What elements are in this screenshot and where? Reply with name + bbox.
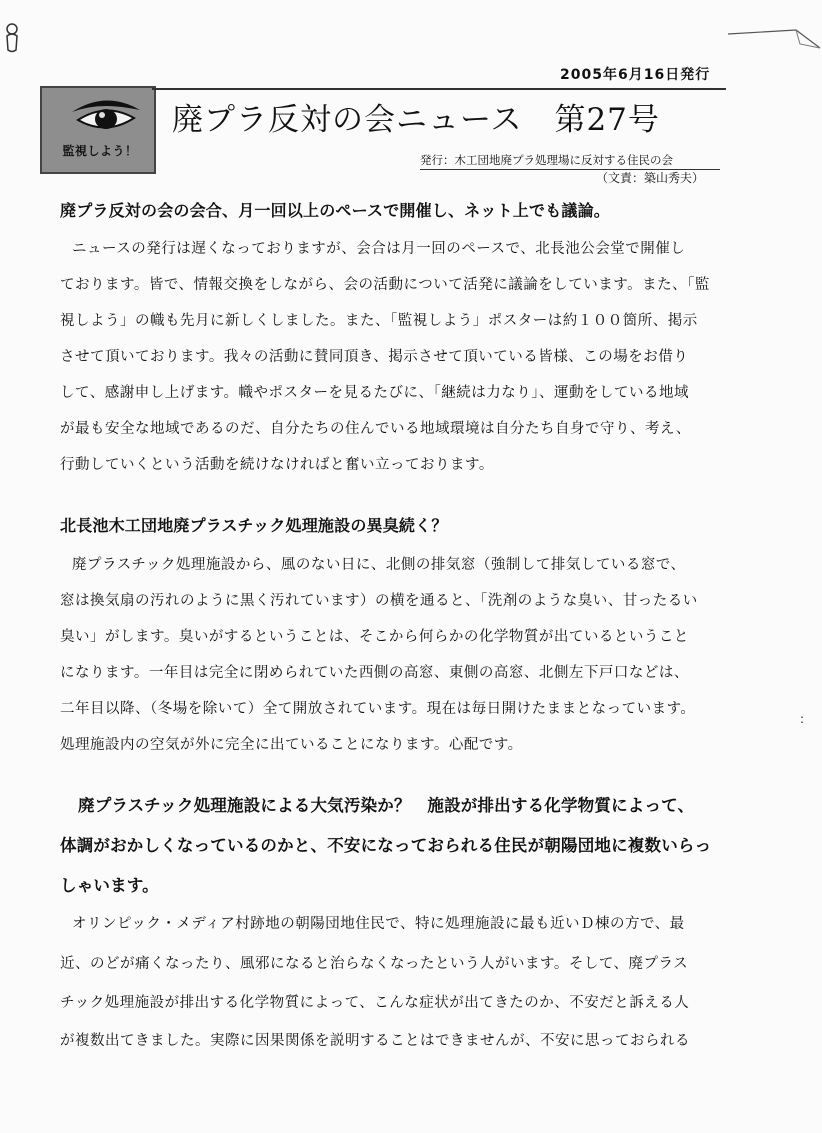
section1-line: して、感謝申し上げます。幟やポスターを見るたびに、「継続は力なり」、運動をしている地域 (60, 385, 690, 401)
section1-line: ております。皆で、情報交換をしながら、会の活動について活発に議論をしています。また、「監 (60, 277, 710, 293)
newsletter-title: 廃プラ反対の会ニュース 第27号 (172, 102, 660, 138)
eye-icon (70, 96, 142, 138)
publisher-line: 発行：木工団地廃プラ処理場に反対する住民の会 (420, 152, 720, 170)
section2-line: 窓は換気扇の汚れのように黒く汚れています）の横を通ると、「洗剤のような臭い、甘ったるい (60, 593, 698, 609)
scan-speck: : (800, 712, 805, 726)
watch-logo (40, 86, 156, 174)
logo-slogan: 監視しよう！ (62, 144, 138, 158)
section1-heading: 廃プラ反対の会の会合、月一回以上のペースで開催し、ネット上でも議論。 (60, 201, 611, 220)
issue-date: 2005年6月16日発行 (560, 67, 711, 83)
section1-line: 行動していくという活動を続けなければと奮い立っております。 (60, 457, 494, 473)
section3-line: チック処理施設が排出する化学物質によって、こんな症状が出てきたのか、不安だと訴える人 (60, 995, 690, 1011)
section1-line: させて頂いております。我々の活動に賛同頂き、掲示させて頂いている皆様、この場をお借り (60, 349, 689, 365)
author-credit: （文責：築山秀夫） (596, 171, 705, 185)
section3-line: オリンピック・メディア村跡地の朝陽団地住民で、特に処理施設に最も近いＤ棟の方で、最 (72, 916, 685, 932)
section1-line: 視しよう」の幟も先月に新しくしました。また、「監視しよう」ポスターは約１００箇所、掲示 (60, 313, 698, 329)
section2-line: 廃プラスチック処理施設から、風のない日に、北側の排気窓（強制して排気している窓で、 (72, 557, 686, 573)
section3-heading: しゃいます。 (60, 876, 159, 895)
binder-clip-icon (4, 22, 20, 54)
section1-line: ニュースの発行は遅くなっておりますが、会合は月一回のペースで、北長池公会堂で開催し (72, 241, 686, 257)
section3-line: が複数出てきました。実際に因果関係を説明することはできませんが、不安に思っておられる (60, 1033, 690, 1049)
section3-heading: 廃プラスチック処理施設による大気汚染か？ 施設が排出する化学物質によって、 (78, 796, 695, 815)
section3-line: 近、のどが痛くなったり、風邪になると治らなくなったという人がいます。そして、廃プラス (60, 956, 689, 972)
section2-line: 処理施設内の空気が外に完全に出ていることになります。心配です。 (60, 737, 523, 753)
section2-line: 臭い」がします。臭いがするということは、そこから何らかの化学物質が出ているということ (60, 629, 689, 645)
section2-line: になります。一年目は完全に閉められていた西側の高窓、東側の高窓、北側左下戸口などは、 (60, 665, 689, 681)
page-fold-mark (726, 28, 822, 78)
section1-line: が最も安全な地域であるのだ、自分たちの住んでいる地域環境は自分たち自身で守り、考え、 (60, 421, 691, 437)
section2-line: 二年目以降、（冬場を除いて）全て開放されています。現在は毎日開けたままとなっています。 (60, 701, 696, 717)
section3-heading: 体調がおかしくなっているのかと、不安になっておられる住民が朝陽団地に複数いらっ (60, 836, 712, 855)
section2-heading: 北長池木工団地廃プラスチック処理施設の異臭続く？ (60, 516, 448, 535)
